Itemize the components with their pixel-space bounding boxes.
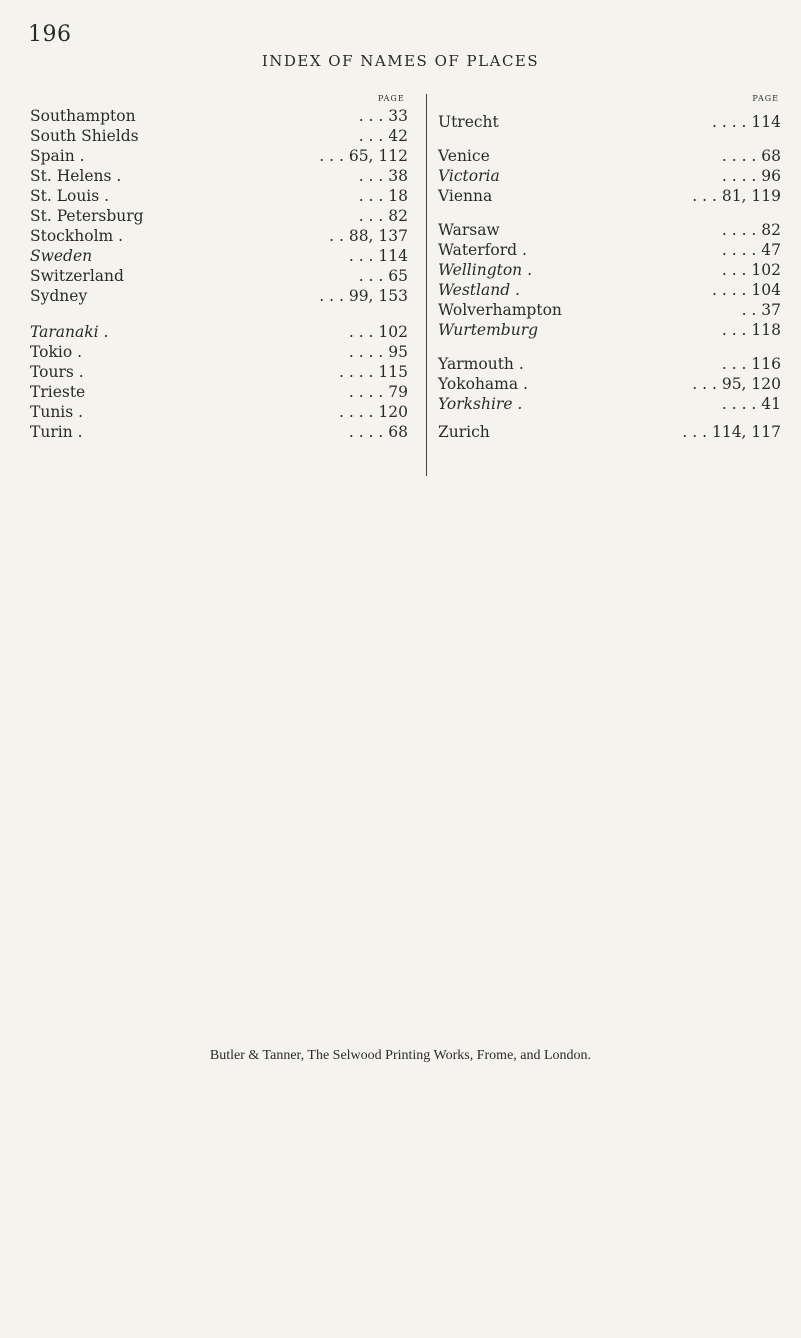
index-entry <box>438 300 783 320</box>
place-name: Sydney <box>30 287 88 305</box>
page-references: . . . . 68 <box>348 423 408 441</box>
page-references: . . . . 68 <box>721 147 781 165</box>
index-entry <box>30 106 422 126</box>
page-references: . . . 102 <box>348 323 408 341</box>
page-references: . . . 65, 112 <box>319 147 408 165</box>
place-name: Westland . <box>438 281 520 299</box>
page-references: . . . . 41 <box>721 395 781 413</box>
page-references: . . . . 120 <box>338 403 408 421</box>
index-entry <box>30 246 422 266</box>
page-references: . . 88, 137 <box>329 227 408 245</box>
index-entry <box>30 422 422 442</box>
index-entry <box>438 240 783 260</box>
index-entry <box>30 166 422 186</box>
page-references: . . . 42 <box>358 127 408 145</box>
place-name: St. Petersburg <box>30 207 144 225</box>
page-column-label: PAGE <box>752 94 779 103</box>
index-entry <box>438 146 783 166</box>
page-references: . . . . 104 <box>711 281 781 299</box>
page-references: . . . 114 <box>348 247 408 265</box>
place-name: Vienna <box>438 187 493 205</box>
page-references: . . . 38 <box>358 167 408 185</box>
index-column-right <box>438 94 783 441</box>
page-references: . . . . 95 <box>348 343 408 361</box>
place-name: Southampton <box>30 107 136 125</box>
place-name: Zurich <box>438 423 490 441</box>
page-references: . . . 81, 119 <box>692 187 781 205</box>
place-name: Tokio . <box>30 343 83 361</box>
place-name: Sweden <box>30 247 93 265</box>
printer-imprint: Butler & Tanner, The Selwood Printing Works, Frome, and London. <box>209 1048 592 1063</box>
index-entry <box>438 112 783 132</box>
index-entry <box>438 260 783 280</box>
place-name: Switzerland <box>30 267 124 285</box>
page-references: . . . . 79 <box>348 383 408 401</box>
page-references: . . . . 115 <box>338 363 408 381</box>
place-name: Waterford . <box>438 241 527 259</box>
place-name: Wolverhampton <box>438 301 562 319</box>
index-entry <box>30 206 422 226</box>
place-name: Yorkshire . <box>438 395 523 413</box>
place-name: Trieste <box>30 383 86 401</box>
index-entry <box>438 220 783 240</box>
page-references: . . . 118 <box>721 321 781 339</box>
page-references: . . . . 47 <box>721 241 781 259</box>
index-entry <box>438 354 783 374</box>
page-references: . . . 102 <box>721 261 781 279</box>
index-entry <box>30 322 422 342</box>
page-references: . . . 95, 120 <box>692 375 781 393</box>
page-references: . . . 82 <box>358 207 408 225</box>
index-entry <box>438 166 783 186</box>
page-references: . . . 99, 153 <box>319 287 408 305</box>
page-references: . . . 114, 117 <box>682 423 781 441</box>
index-column-left <box>30 94 422 441</box>
index-entry <box>30 146 422 166</box>
place-name: Tunis . <box>30 403 84 421</box>
place-name: Wellington . <box>438 261 533 279</box>
index-entry <box>30 402 422 422</box>
place-name: St. Helens . <box>30 167 122 185</box>
running-title: INDEX OF NAMES OF PLACES <box>261 52 540 70</box>
index-entry <box>438 280 783 300</box>
page-number: 196 <box>28 22 72 47</box>
place-name: Wurtemburg <box>438 321 539 339</box>
place-name: Venice <box>438 147 490 165</box>
page-references: . . . 116 <box>721 355 781 373</box>
index-entry <box>30 286 422 306</box>
place-name: South Shields <box>30 127 139 145</box>
place-name: Stockholm . <box>30 227 124 245</box>
page-references: . . . 65 <box>358 267 408 285</box>
index-entry <box>30 186 422 206</box>
page-references: . . . 18 <box>358 187 408 205</box>
index-entry <box>30 382 422 402</box>
page-references: . . 37 <box>741 301 781 319</box>
page-references: . . . . 114 <box>711 113 781 131</box>
page-references: . . . 33 <box>358 107 408 125</box>
place-name: Yarmouth . <box>438 355 524 373</box>
index-entry <box>30 342 422 362</box>
place-name: Spain . <box>30 147 85 165</box>
index-entry <box>30 126 422 146</box>
index-entry <box>30 362 422 382</box>
place-name: Victoria <box>438 167 500 185</box>
place-name: St. Louis . <box>30 187 110 205</box>
place-name: Turin . <box>30 423 83 441</box>
page-column-label: PAGE <box>378 94 405 103</box>
place-name: Warsaw <box>438 221 500 239</box>
index-entry <box>438 186 783 206</box>
index-entry <box>30 226 422 246</box>
index-entry <box>438 422 783 442</box>
place-name: Utrecht <box>438 113 499 131</box>
index-entry <box>438 394 783 414</box>
index-entry <box>438 374 783 394</box>
index-entry <box>30 266 422 286</box>
place-name: Taranaki . <box>30 323 109 341</box>
page-references: . . . . 96 <box>721 167 781 185</box>
index-entry <box>438 320 783 340</box>
page-references: . . . . 82 <box>721 221 781 239</box>
place-name: Tours . <box>30 363 84 381</box>
column-divider <box>426 94 427 476</box>
place-name: Yokohama . <box>438 375 528 393</box>
